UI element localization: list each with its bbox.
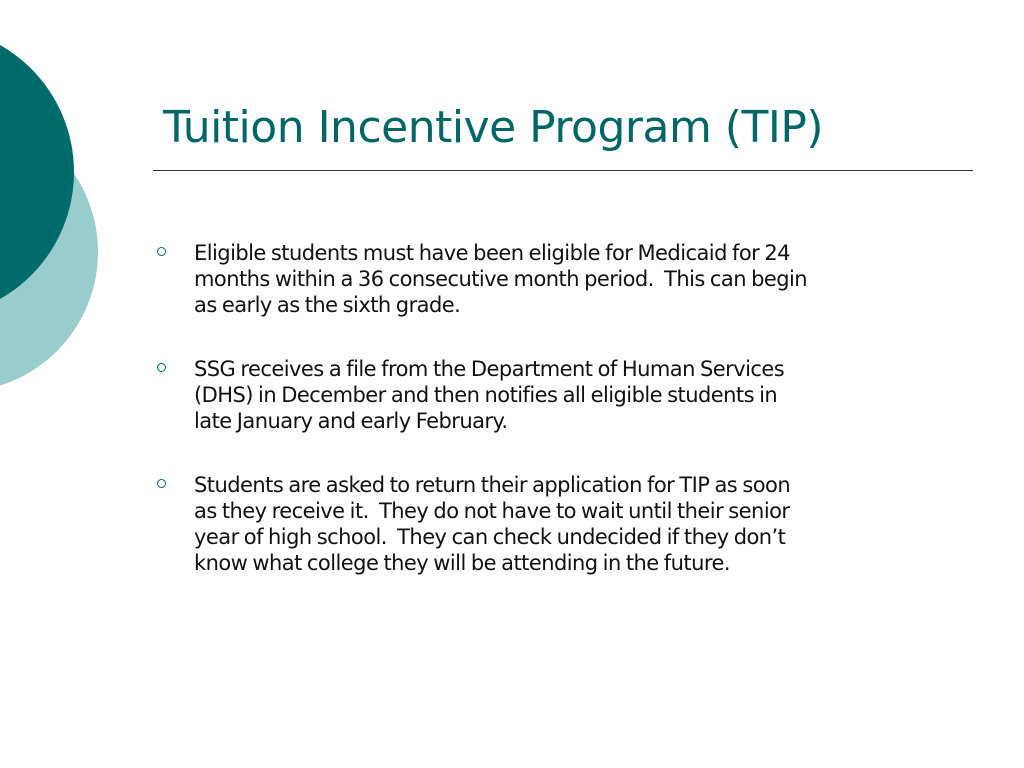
bullet-line: as early as the sixth grade. — [194, 293, 461, 317]
bullet-line: know what college they will be attending in the future. — [194, 551, 730, 575]
hollow-circle-bullet-icon — [157, 479, 166, 488]
slide-title: Tuition Incentive Program (TIP) — [163, 102, 824, 153]
bullet-item — [155, 356, 955, 434]
hollow-circle-bullet-icon — [157, 363, 166, 372]
bullet-line: Students are asked to return their application for TIP as soon — [194, 473, 791, 497]
bullet-line: months within a 36 consecutive month period. This can begin — [194, 267, 808, 291]
bullet-line: (DHS) in December and then notifies all eligible students in — [194, 383, 778, 407]
hollow-circle-bullet-icon — [157, 247, 166, 256]
bullet-line: SSG receives a file from the Department of Human Services — [194, 357, 785, 381]
title-divider — [153, 170, 973, 171]
bullet-item — [155, 240, 955, 318]
bullet-text — [194, 356, 955, 434]
bullet-item — [155, 472, 955, 576]
bullet-line: as they receive it. They do not have to wait until their senior — [194, 499, 790, 523]
bullet-line: Eligible students must have been eligible for Medicaid for 24 — [194, 241, 790, 265]
bullet-line: year of high school. They can check undecided if they don’t — [194, 525, 786, 549]
bullet-list — [155, 240, 955, 614]
bullet-line: late January and early February. — [194, 409, 508, 433]
bullet-text — [194, 472, 955, 576]
bullet-text — [194, 240, 955, 318]
